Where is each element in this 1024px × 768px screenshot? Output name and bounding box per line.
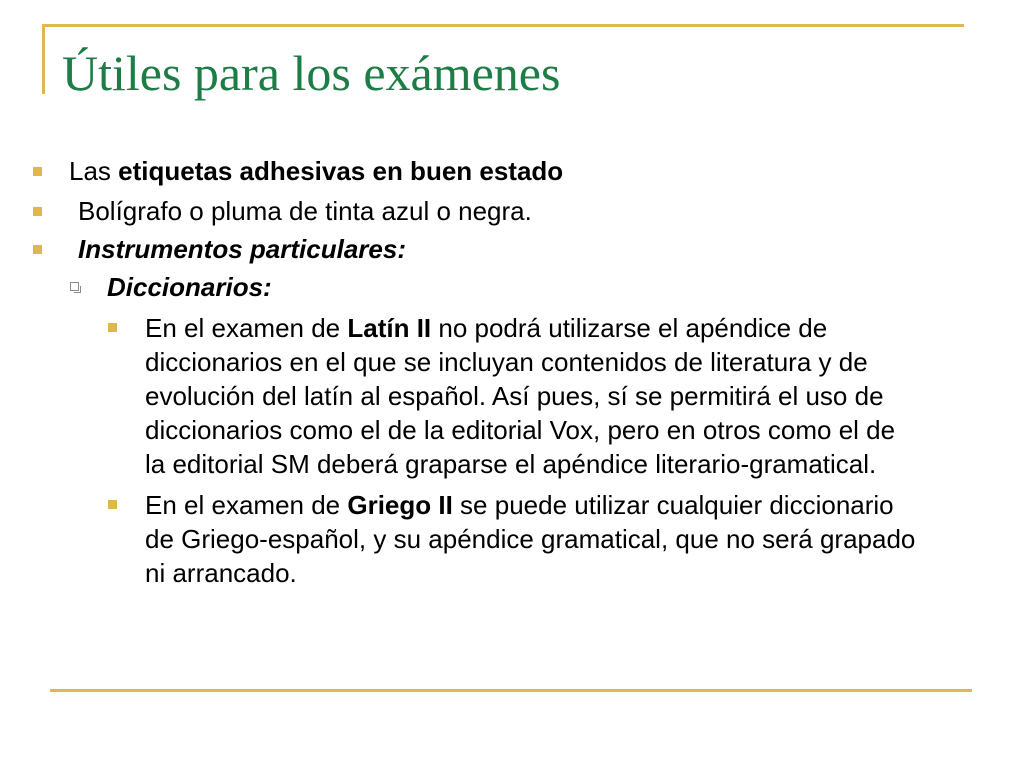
sub-sub-bullet-greek — [145, 488, 915, 590]
bullet-item-pen — [78, 194, 532, 228]
bullet-marker — [33, 167, 42, 176]
paragraph-line: En el examen de Griego II se puede utilizar cualquier diccionario — [145, 490, 894, 520]
bullet-marker — [33, 245, 42, 254]
paragraph-line: de Griego-español, y su apéndice gramatical, que no será grapado — [145, 524, 916, 554]
bullet-bold-italic-text: Instrumentos particulares: — [78, 234, 406, 264]
bullet-text: Bolígrafo o pluma de tinta azul o negra. — [78, 196, 532, 226]
bullet-text: Las — [69, 156, 119, 186]
paragraph-line: la editorial SM deberá graparse el apéndice literario-gramatical. — [145, 449, 877, 479]
bullet-marker — [33, 207, 42, 216]
frame-bottom-rule — [50, 689, 972, 692]
hollow-square-bullet-icon — [70, 282, 79, 291]
frame-top-rule — [42, 24, 964, 27]
paragraph-line: diccionarios en el que se incluyan contenidos de literatura y de — [145, 347, 868, 377]
bullet-marker — [108, 500, 117, 509]
paragraph-line: diccionarios como el de la editorial Vox, pero en otros como el de — [145, 415, 896, 445]
bullet-item-labels — [69, 154, 563, 188]
bullet-item-instruments — [78, 232, 406, 266]
frame-left-rule — [42, 24, 45, 94]
paragraph-line: evolución del latín al español. Así pues, sí se permitirá el uso de — [145, 381, 884, 411]
sub-sub-bullet-latin — [145, 311, 895, 481]
paragraph-line: En el examen de Latín II no podrá utilizarse el apéndice de — [145, 313, 828, 343]
bullet-marker — [108, 323, 117, 332]
sub-bullet-text: Diccionarios: — [107, 272, 272, 302]
sub-bullet-dictionaries — [107, 270, 272, 304]
slide-title: Útiles para los exámenes — [62, 45, 561, 101]
bullet-bold-text: etiquetas adhesivas en buen estado — [118, 156, 564, 186]
paragraph-line: ni arrancado. — [145, 558, 297, 588]
